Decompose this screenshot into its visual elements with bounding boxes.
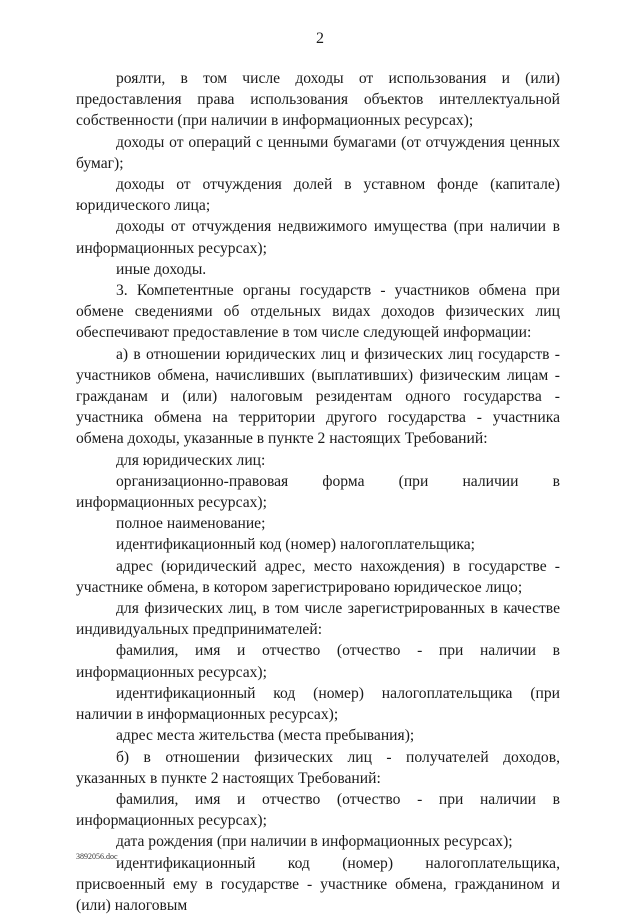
paragraph-royalty: роялти, в том числе доходы от использования и (или) предоставления права использования объектов интеллектуальной собственности (при наличии в информационных ресурсах); (76, 70, 560, 130)
document-body (76, 68, 560, 916)
paragraph-taxpayer-id: идентификационный код (номер) налогоплательщика; (116, 536, 475, 554)
paragraph-other-income: иные доходы. (116, 260, 207, 278)
paragraph-individual-full-name: фамилия, имя и отчество (отчество - при наличии в информационных ресурсах); (76, 642, 560, 681)
paragraph-real-estate-income: доходы от отчуждения недвижимого имущества (при наличии в информационных ресурсах); (76, 218, 560, 257)
paragraph-birth-date: дата рождения (при наличии в информационных ресурсах); (116, 833, 513, 851)
paragraph-item-a: а) в отношении юридических лиц и физических лиц государств - участников обмена, начисливших (выплативших) физическим лицам - гражданам и (или) налоговым резидентам одного государства - участника обмена на территории другого государства - участника обмена доходы, указанные в пункте 2 настоящих Требований: (76, 345, 560, 448)
footer-filename: 3892056.doc (76, 852, 118, 861)
paragraph-item-b: б) в отношении физических лиц - получателей доходов, указанных в пункте 2 настоящих Требований: (76, 748, 560, 787)
paragraph-individuals-heading: для физических лиц, в том числе зарегистрированных в качестве индивидуальных предпринимателей: (76, 600, 560, 639)
paragraph-share-disposal-income: доходы от отчуждения долей в уставном фонде (капитале) юридического лица; (76, 176, 560, 215)
paragraph-residence-address: адрес места жительства (места пребывания); (116, 727, 415, 745)
paragraph-full-name: полное наименование; (116, 515, 266, 533)
paragraph-securities-income: доходы от операций с ценными бумагами (от отчуждения ценных бумаг); (76, 133, 560, 172)
paragraph-recipient-full-name: фамилия, имя и отчество (отчество - при наличии в информационных ресурсах); (76, 790, 560, 830)
paragraph-recipient-taxpayer-id: идентификационный код (номер) налогоплательщика, присвоенный ему в государстве - участнике обмена, гражданином и (или) налоговым (76, 854, 560, 914)
paragraph-legal-entities-heading: для юридических лиц: (116, 451, 266, 469)
page-number: 2 (316, 30, 324, 47)
paragraph-legal-address: адрес (юридический адрес, место нахождения) в государстве - участнике обмена, в котором зарегистрировано юридическое лицо; (76, 557, 560, 596)
paragraph-individual-taxpayer-id: идентификационный код (номер) налогоплательщика (при наличии в информационных ресурсах); (76, 684, 560, 724)
paragraph-legal-form: организационно-правовая форма (при наличии в информационных ресурсах); (76, 472, 560, 512)
paragraph-section-3: 3. Компетентные органы государств - участников обмена при обмене сведениями об отдельных видах доходов физических лиц обеспечивают предоставление в том числе следующей информации: (76, 282, 560, 342)
